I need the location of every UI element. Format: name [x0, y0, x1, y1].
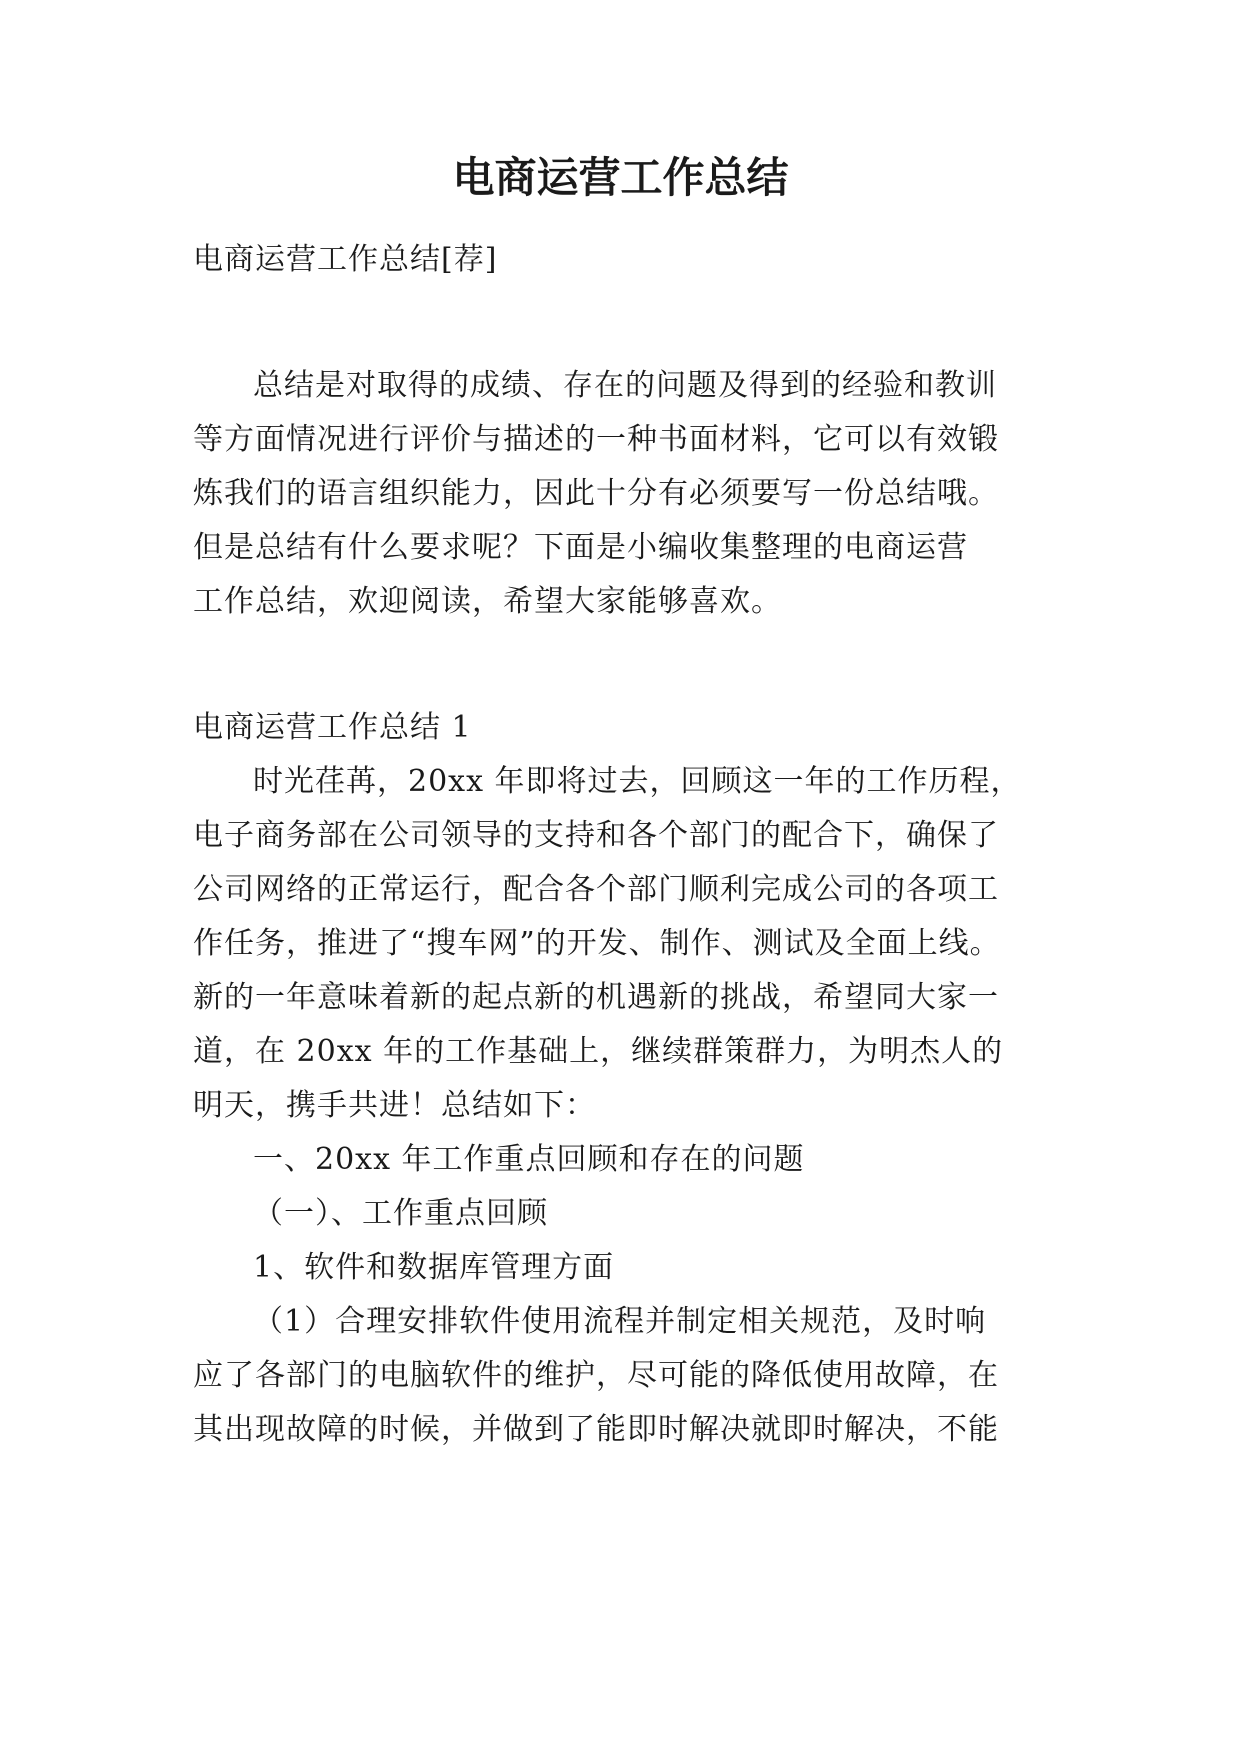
body-line: 道，在 20xx 年的工作基础上，继续群策群力，为明杰人的 [193, 1034, 1004, 1069]
body-line: 明天，携手共进！总结如下： [193, 1088, 596, 1123]
heading-level-3: 1、软件和数据库管理方面 [253, 1250, 615, 1285]
body-line: （1）合理安排软件使用流程并制定相关规范，及时响 [253, 1304, 987, 1339]
body-line: 应了各部门的电脑软件的维护，尽可能的降低使用故障，在 [193, 1358, 999, 1393]
intro-line: 总结是对取得的成绩、存在的问题及得到的经验和教训 [253, 368, 997, 403]
document-subtitle: 电商运营工作总结[荐] [193, 242, 498, 277]
intro-line: 工作总结，欢迎阅读，希望大家能够喜欢。 [193, 584, 782, 619]
section-heading: 电商运营工作总结 1 [193, 710, 472, 745]
body-line: 时光荏苒，20xx 年即将过去，回顾这一年的工作历程， [253, 764, 1022, 799]
intro-line: 炼我们的语言组织能力，因此十分有必须要写一份总结哦。 [193, 476, 999, 511]
heading-level-2: （一）、工作重点回顾 [253, 1196, 548, 1231]
document-title: 电商运营工作总结 [452, 153, 789, 202]
body-line: 作任务，推进了“搜车网”的开发、制作、测试及全面上线。 [193, 926, 1001, 961]
intro-line: 等方面情况进行评价与描述的一种书面材料，它可以有效锻 [193, 422, 999, 457]
body-line: 电子商务部在公司领导的支持和各个部门的配合下，确保了 [193, 818, 999, 853]
intro-line: 但是总结有什么要求呢？下面是小编收集整理的电商运营 [193, 530, 968, 565]
heading-level-1: 一、20xx 年工作重点回顾和存在的问题 [253, 1142, 805, 1177]
body-line: 新的一年意味着新的起点新的机遇新的挑战，希望同大家一 [193, 980, 999, 1015]
body-line: 公司网络的正常运行，配合各个部门顺利完成公司的各项工 [193, 872, 999, 907]
body-line: 其出现故障的时候，并做到了能即时解决就即时解决，不能 [193, 1412, 999, 1447]
